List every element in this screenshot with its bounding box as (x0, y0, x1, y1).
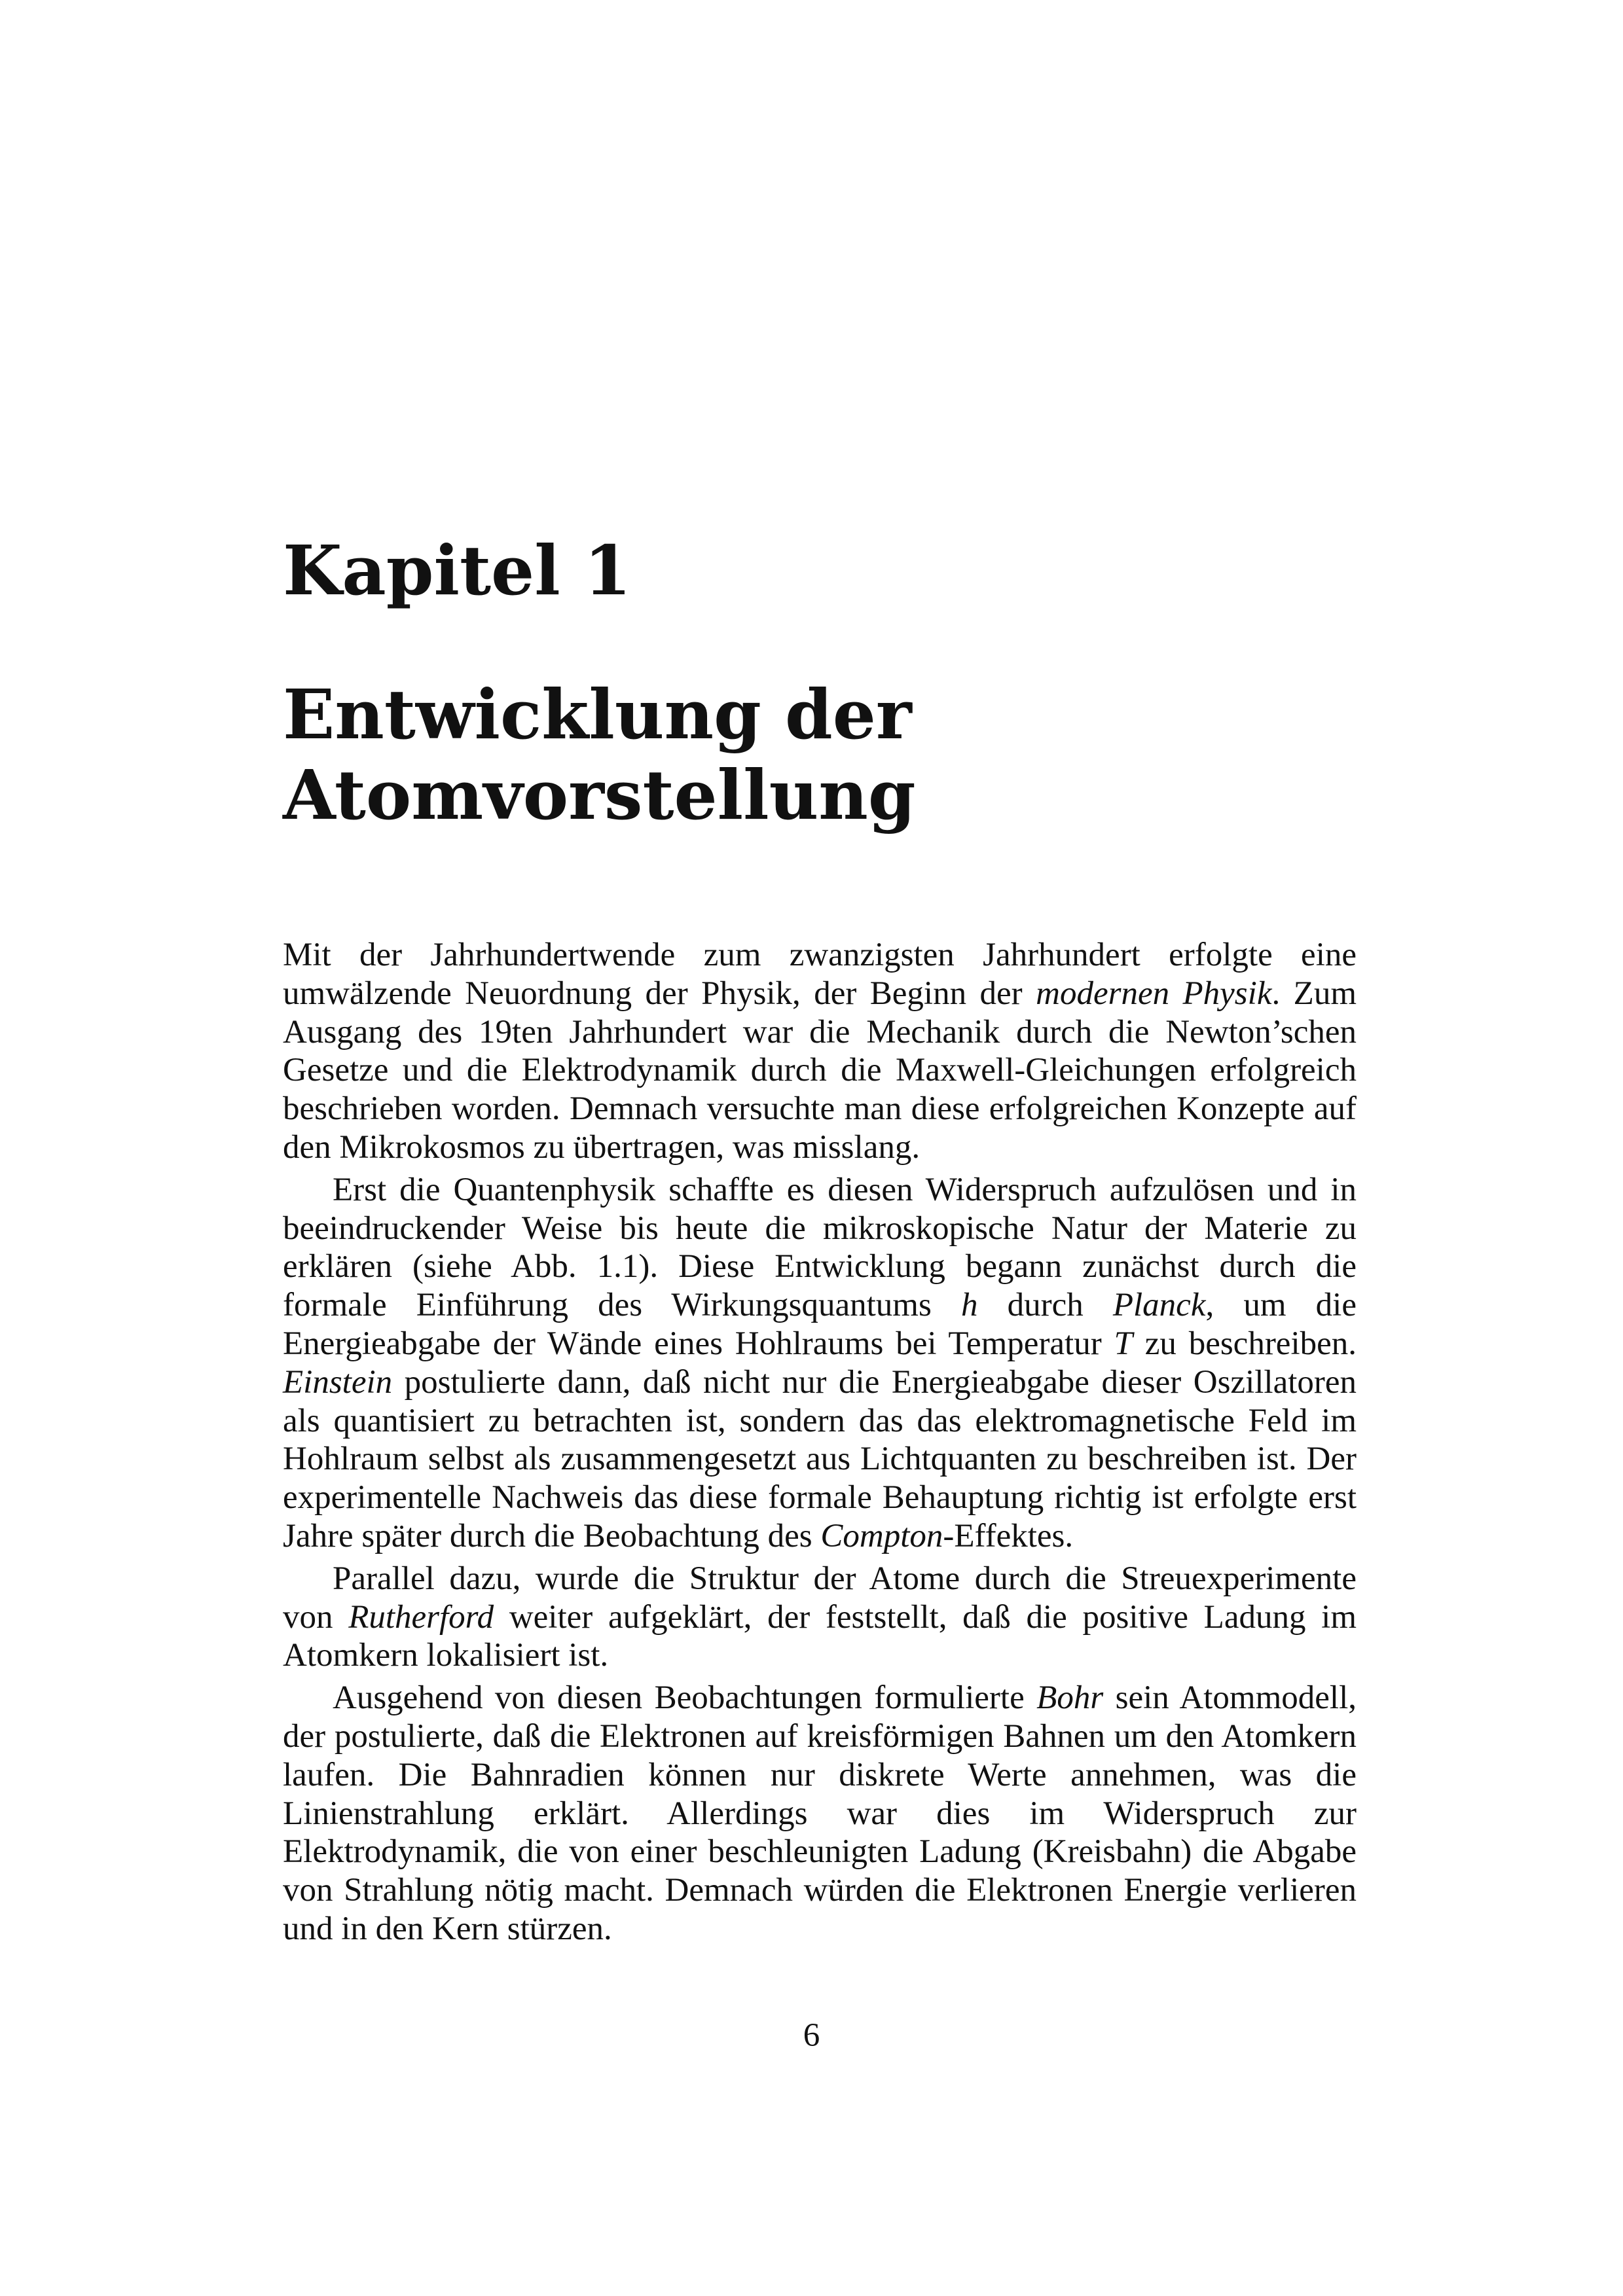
text-run: , um die Energieabgabe der Wände eines Hohlraums bei Temperatur (283, 1287, 1357, 1362)
paragraph-2 (283, 1171, 1357, 1556)
text-run: Parallel dazu, wurde die Struktur der Atome durch die Streuexperimente von (283, 1560, 1357, 1636)
text-run: . Zum Ausgang des 19ten Jahrhundert war die Mechanik durch die Newton’schen Gesetze und die Elektrodynamik durch die Maxwell-Gleichungen erfolgreich beschrieben worden. Demnach versuchte man diese erfolgreichen Konzepte auf den Mikrokosmos zu übertragen, was misslang. (283, 975, 1357, 1166)
name-planck: Planck (1112, 1287, 1206, 1324)
text-run: Erst die Quantenphysik schaffte es diesen Widerspruch aufzulösen und in beeindruckender Weise bis heute die mikroskopische Natur der Materie zu erklären (siehe Abb. 1.1). Diese Entwicklung begann zunächst durch die formale Einführung des Wirkungsquantums (283, 1171, 1357, 1324)
paragraph-1 (283, 936, 1357, 1167)
name-bohr: Bohr (1036, 1679, 1104, 1717)
text-run: zu beschreiben. (1132, 1325, 1357, 1362)
chapter-label: Kapitel 1 (283, 530, 632, 611)
name-compton: Compton (820, 1517, 943, 1554)
emphasis: modernen Physik (1036, 975, 1272, 1012)
body-text (283, 936, 1357, 1948)
text-run: durch (977, 1287, 1113, 1324)
page-number: 6 (803, 2017, 820, 2054)
text-run: Mit der Jahrhundertwende zum zwanzigsten Jahrhundert erfolgte eine umwälzende Neuordnung der Physik, der Beginn der (283, 937, 1357, 1012)
chapter-title-line-2: Atomvorstellung (283, 755, 916, 835)
text-run: Ausgehend von diesen Beobachtungen formulierte (333, 1679, 1037, 1717)
symbol-t: T (1114, 1325, 1133, 1362)
name-rutherford: Rutherford (348, 1598, 494, 1636)
text-run: -Effektes. (943, 1517, 1074, 1554)
text-run: sein Atommodell, der postulierte, daß die Elektronen auf kreisförmigen Bahnen um den Atomkern laufen. Die Bahnradien können nur diskrete Werte annehmen, was die Linienstrahlung erklärt. Allerdings war dies im Widerspruch zur Elektrodynamik, die von einer beschleunigten Ladung (Kreisbahn) die Abgabe von Strahlung nötig macht. Demnach würden die Elektronen Energie verlieren und in den Kern stürzen. (283, 1679, 1357, 1947)
chapter-title (283, 674, 916, 835)
paragraph-3 (283, 1560, 1357, 1675)
chapter-title-line-1: Entwicklung der (283, 674, 912, 755)
name-einstein: Einstein (283, 1363, 393, 1401)
text-run: weiter aufgeklärt, der feststellt, daß die positive Ladung im Atomkern lokalisiert ist. (283, 1598, 1357, 1674)
symbol-h: h (960, 1287, 978, 1324)
paragraph-4 (283, 1679, 1357, 1948)
text-run: postulierte dann, daß nicht nur die Energieabgabe dieser Oszillatoren als quantisiert zu betrachten ist, sondern das das elektromagnetische Feld im Hohlraum selbst als zusammengesetzt aus Lichtquanten zu beschreiben ist. Der experimentelle Nachweis das diese formale Behauptung richtig ist erfolgte erst Jahre später durch die Beobachtung des (283, 1363, 1357, 1554)
